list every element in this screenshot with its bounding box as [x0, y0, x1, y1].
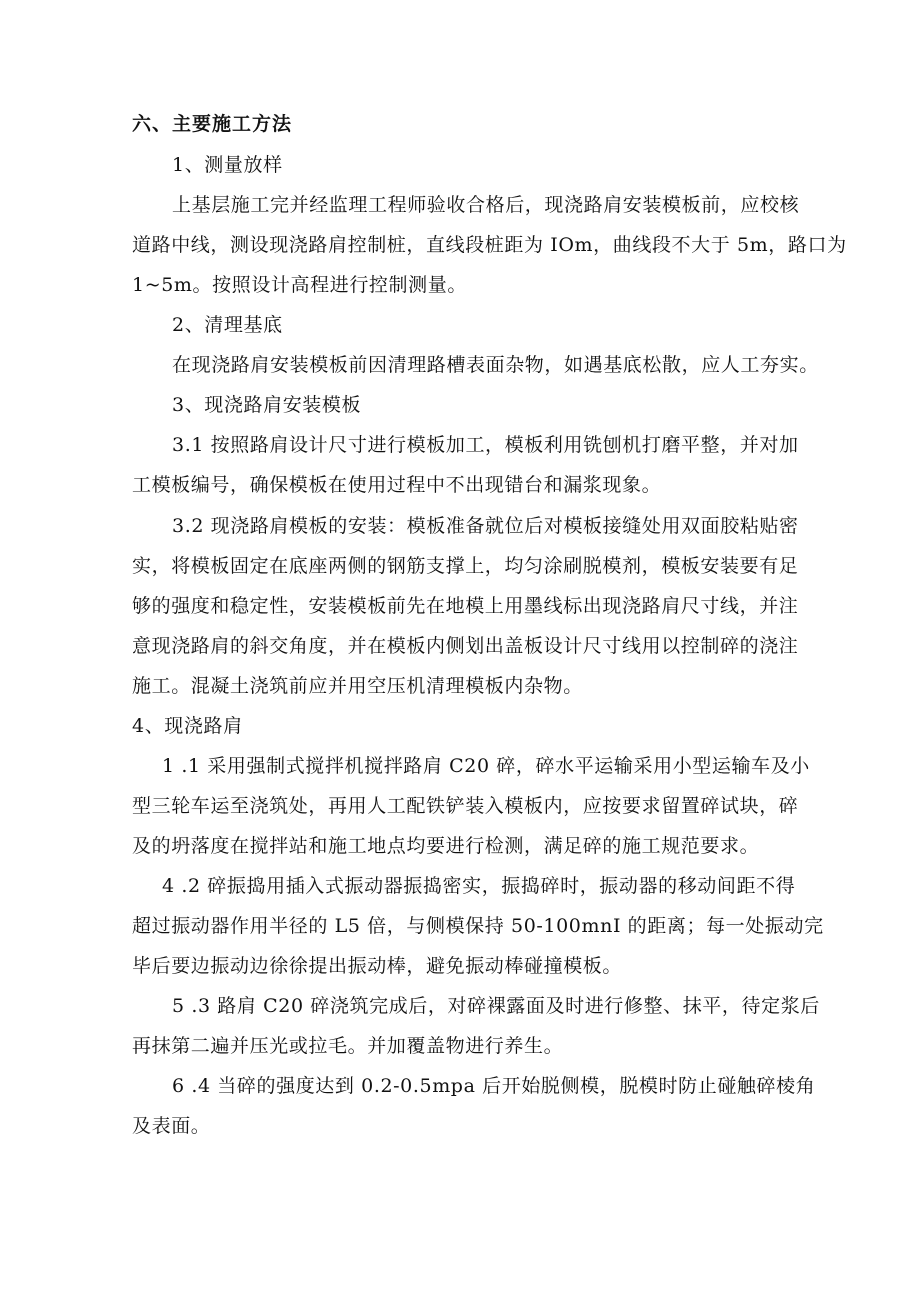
section-heading: 六、主要施工方法: [132, 113, 293, 135]
paragraph-line: 6 .4 当碎的强度达到 0.2-0.5mpa 后开始脱侧模，脱模时防止碰触碎棱角: [172, 1075, 816, 1097]
paragraph-line: 再抹第二遍并压光或拉毛。并加覆盖物进行养生。: [132, 1035, 564, 1057]
paragraph-line: 意现浇路肩的斜交角度，并在模板内侧划出盖板设计尺寸线用以控制碎的浇注: [132, 635, 799, 657]
paragraph-line: 5 .3 路肩 C20 碎浇筑完成后，对碎裸露面及时进行修整、抹平，待定浆后: [172, 995, 820, 1017]
paragraph-line: 实，将模板固定在底座两侧的钢筋支撑上，均匀涂刷脱模剂，模板安装要有足: [132, 555, 799, 577]
paragraph-line: 施工。混凝土浇筑前应并用空压机清理模板内杂物。: [132, 675, 583, 697]
paragraph-line: 上基层施工完并经监理工程师验收合格后，现浇路肩安装模板前，应校核: [172, 194, 800, 216]
paragraph-line: 工模板编号，确保模板在使用过程中不出现错台和漏浆现象。: [132, 474, 662, 496]
paragraph-line: 毕后要边振动边徐徐提出振动棒，避免振动棒碰撞模板。: [132, 955, 623, 977]
subsection-title-survey: 1、测量放样: [172, 154, 283, 176]
paragraph-line: 1~5m。按照设计高程进行控制测量。: [132, 274, 467, 296]
paragraph-line: 4 .2 碎振捣用插入式振动器振捣密实，振捣碎时，振动器的移动间距不得: [162, 875, 796, 897]
paragraph-line: 在现浇路肩安装模板前因清理路槽表面杂物，如遇基底松散，应人工夯实。: [172, 354, 819, 376]
paragraph-line: 型三轮车运至浇筑处，再用人工配铁铲装入模板内，应按要求留置碎试块，碎: [132, 795, 799, 817]
paragraph-line: 道路中线，测设现浇路肩控制桩，直线段桩距为 IOm，曲线段不大于 5m，路口为: [132, 234, 847, 256]
subsection-title-clean-base: 2、清理基底: [172, 314, 283, 336]
paragraph-line: 超过振动器作用半径的 L5 倍，与侧模保持 50-100mnI 的距离；每一处振动完: [132, 915, 824, 937]
paragraph-line: 1 .1 采用强制式搅拌机搅拌路肩 C20 碎，碎水平运输采用小型运输车及小: [162, 755, 810, 777]
subsection-title-formwork: 3、现浇路肩安装模板: [172, 394, 362, 416]
paragraph-line: 及表面。: [132, 1115, 211, 1137]
paragraph-line: 够的强度和稳定性，安装模板前先在地模上用墨线标出现浇路肩尺寸线，并注: [132, 595, 799, 617]
paragraph-line: 3.1 按照路肩设计尺寸进行模板加工，模板利用铣刨机打磨平整，并对加: [172, 434, 799, 456]
paragraph-line: 及的坍落度在搅拌站和施工地点均要进行检测，满足碎的施工规范要求。: [132, 835, 760, 857]
paragraph-line: 3.2 现浇路肩模板的安装：模板准备就位后对模板接缝处用双面胶粘贴密: [172, 515, 799, 537]
subsection-title-cast-shoulder: 4、现浇路肩: [132, 715, 243, 737]
